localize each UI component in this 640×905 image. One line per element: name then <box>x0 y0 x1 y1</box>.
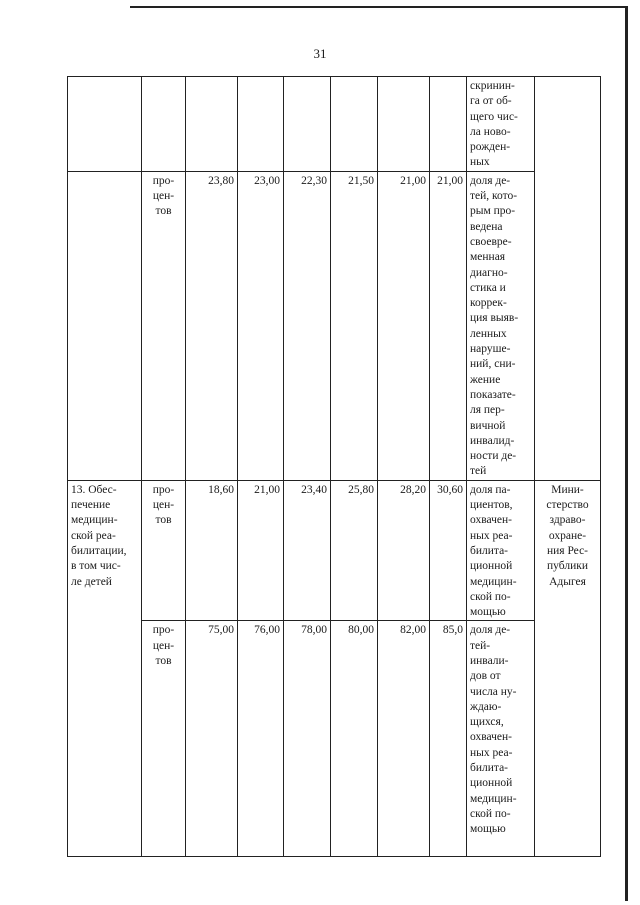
responsible-org-cell: Мини- стерство здраво- охране- ния Рес- публики Адыгея <box>535 480 601 857</box>
value-cell: 22,30 <box>284 171 331 480</box>
responsible-org-cell <box>535 77 601 481</box>
value-cell: 23,80 <box>186 171 238 480</box>
measure-name-cell <box>68 77 142 172</box>
value-cell: 18,60 <box>186 480 238 621</box>
measure-name-cell: 13. Обес- печение медицин- ской реа- билитации, в том чис- ле детей <box>68 480 142 857</box>
value-cell <box>378 77 430 172</box>
table-row <box>68 480 601 621</box>
value-cell: 23,40 <box>284 480 331 621</box>
value-cell: 23,00 <box>238 171 284 480</box>
scan-edge-top <box>130 6 625 8</box>
value-cell <box>430 77 467 172</box>
value-cell: 85,0 <box>430 621 467 857</box>
value-cell <box>238 77 284 172</box>
value-cell <box>284 77 331 172</box>
table-row <box>68 621 601 857</box>
value-cell: 78,00 <box>284 621 331 857</box>
table-row <box>68 171 601 480</box>
value-cell: 21,00 <box>378 171 430 480</box>
value-cell: 76,00 <box>238 621 284 857</box>
value-cell: 21,00 <box>430 171 467 480</box>
unit-cell: про- цен- тов <box>142 621 186 857</box>
value-cell <box>331 77 378 172</box>
indicator-description-cell: доля па- циентов, охвачен- ных реа- билита- ционной медицин- ской по- мощью <box>467 480 535 621</box>
table-row <box>68 77 601 172</box>
unit-cell <box>142 77 186 172</box>
value-cell: 25,80 <box>331 480 378 621</box>
value-cell: 75,00 <box>186 621 238 857</box>
value-cell: 82,00 <box>378 621 430 857</box>
unit-cell: про- цен- тов <box>142 171 186 480</box>
value-cell: 21,00 <box>238 480 284 621</box>
indicator-description-cell: доля де- тей, кото- рым про- ведена своевре- менная диагно- стика и коррек- ция выяв- ленных наруше- ний, сни- жение показате- ля пер- вичной инвалид- ности де- тей <box>467 171 535 480</box>
value-cell: 28,20 <box>378 480 430 621</box>
value-cell: 21,50 <box>331 171 378 480</box>
value-cell: 80,00 <box>331 621 378 857</box>
page-number: 31 <box>313 46 327 61</box>
value-cell: 30,60 <box>430 480 467 621</box>
value-cell <box>186 77 238 172</box>
unit-cell: про- цен- тов <box>142 480 186 621</box>
scan-edge-right <box>625 6 628 901</box>
measure-name-cell <box>68 171 142 480</box>
indicator-description-cell: скринин- га от об- щего чис- ла ново- рожден- ных <box>467 77 535 172</box>
indicator-description-cell: доля де- тей- инвали- дов от числа ну- ждаю- щихся, охвачен- ных реа- билита- ционной медицин- ской по- мощью <box>467 621 535 857</box>
indicators-table <box>67 76 601 857</box>
